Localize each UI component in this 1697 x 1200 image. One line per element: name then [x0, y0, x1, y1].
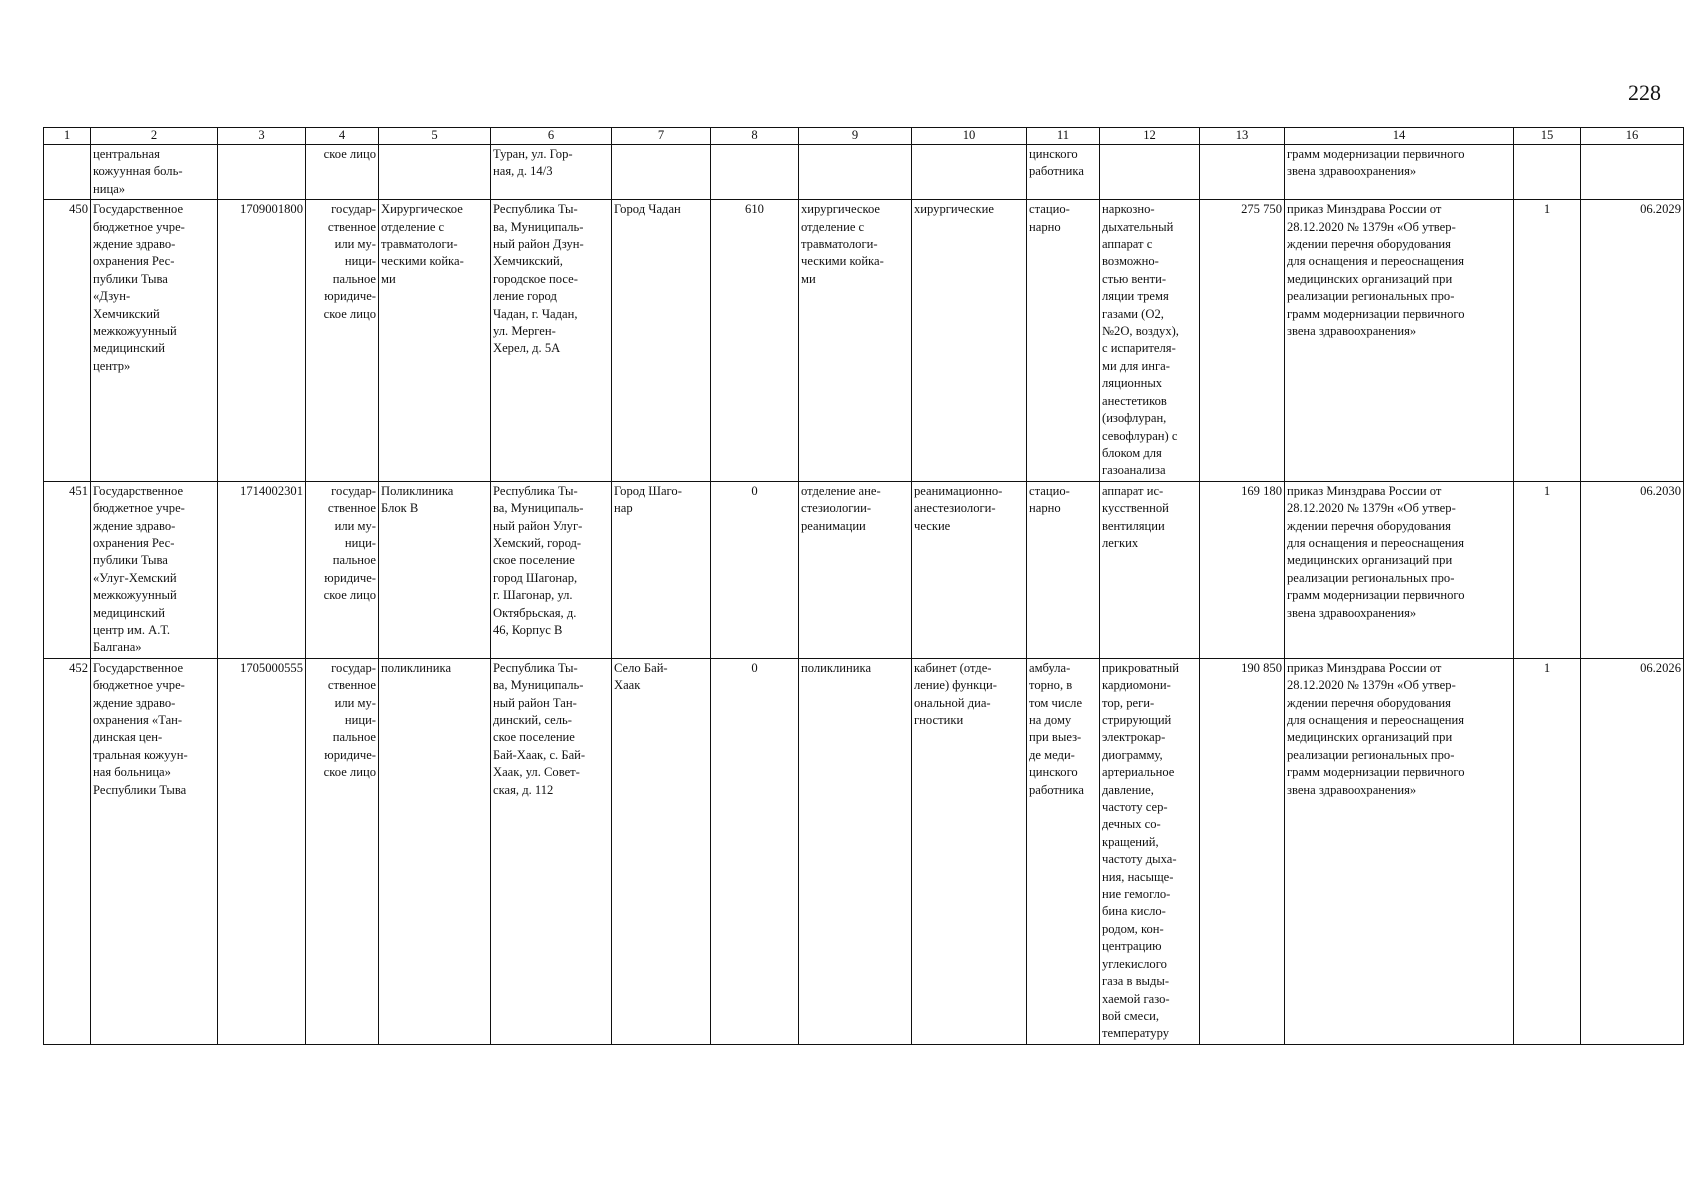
department-cell: хирургическое отделение с травматологи- ческими койка- ми [799, 200, 912, 482]
department-cell [799, 145, 912, 200]
equipment-register-table [43, 127, 1684, 1045]
row-number-cell [44, 145, 91, 200]
column-number-header-row [44, 128, 1684, 145]
count-cell [711, 145, 799, 200]
unit-cell: поликлиника [379, 658, 491, 1044]
department-cell: отделение ане- стезиологии- реанимации [799, 481, 912, 658]
row-number-cell: 451 [44, 481, 91, 658]
col-header: 10 [912, 128, 1027, 145]
col-header: 4 [306, 128, 379, 145]
quantity-cell: 1 [1514, 481, 1581, 658]
care-form-cell: цинского работника [1027, 145, 1100, 200]
address-cell: Республика Ты- ва, Муниципаль- ный район Тан- динский, сель- ское поселение Бай-Хаак, с. Бай- Хаак, ул. Совет- ская, д. 112 [491, 658, 612, 1044]
locality-cell: Село Бай- Хаак [612, 658, 711, 1044]
unit-cell [379, 145, 491, 200]
unit-cell: Поликлиника Блок В [379, 481, 491, 658]
col-header: 8 [711, 128, 799, 145]
inn-cell: 1705000555 [218, 658, 306, 1044]
inn-cell: 1709001800 [218, 200, 306, 482]
price-cell: 169 180 [1200, 481, 1285, 658]
col-header: 15 [1514, 128, 1581, 145]
date-cell: 06.2030 [1581, 481, 1684, 658]
institution-cell: центральная кожуунная боль- ница» [91, 145, 218, 200]
inn-cell [218, 145, 306, 200]
col-header: 11 [1027, 128, 1100, 145]
locality-cell [612, 145, 711, 200]
legal-form-cell: государ- ственное или му- ници- пальное юридиче- ское лицо [306, 200, 379, 482]
institution-cell: Государственное бюджетное учре- ждение здраво- охранения Рес- публики Тыва «Улуг-Хемский межкожуунный медицинский центр им. А.Т. Балгана» [91, 481, 218, 658]
row-number-cell: 452 [44, 658, 91, 1044]
care-form-cell: стацио- нарно [1027, 200, 1100, 482]
row-number-cell: 450 [44, 200, 91, 482]
count-cell: 0 [711, 481, 799, 658]
page-number: 228 [1628, 80, 1661, 105]
institution-cell: Государственное бюджетное учре- ждение здраво- охранения «Тан- динская цен- тральная кожуун- ная больница» Республики Тыва [91, 658, 218, 1044]
profile-cell: кабинет (отде- ление) функци- ональной диа- гностики [912, 658, 1027, 1044]
address-cell: Республика Ты- ва, Муниципаль- ный район Дзун- Хемчикский, городское посе- ление город Чадан, г. Чадан, ул. Мерген- Херел, д. 5А [491, 200, 612, 482]
inn-cell: 1714002301 [218, 481, 306, 658]
col-header: 9 [799, 128, 912, 145]
date-cell: 06.2029 [1581, 200, 1684, 482]
care-form-cell: амбула- торно, в том числе на дому при выез- де меди- цинского работника [1027, 658, 1100, 1044]
unit-cell: Хирургическое отделение с травматологи- ческими койка- ми [379, 200, 491, 482]
date-cell [1581, 145, 1684, 200]
col-header: 14 [1285, 128, 1514, 145]
basis-cell: приказ Минздрава России от 28.12.2020 № 1379н «Об утвер- ждении перечня оборудования для оснащения и переоснащения медицинских организаций при реализации региональных про- грамм модернизации первичного звена здравоохранения» [1285, 658, 1514, 1044]
table-row [44, 200, 1684, 482]
basis-cell: приказ Минздрава России от 28.12.2020 № 1379н «Об утвер- ждении перечня оборудования для оснащения и переоснащения медицинских организаций при реализации региональных про- грамм модернизации первичного звена здравоохранения» [1285, 200, 1514, 482]
quantity-cell: 1 [1514, 658, 1581, 1044]
date-cell: 06.2026 [1581, 658, 1684, 1044]
col-header: 12 [1100, 128, 1200, 145]
count-cell: 0 [711, 658, 799, 1044]
col-header: 2 [91, 128, 218, 145]
count-cell: 610 [711, 200, 799, 482]
col-header: 6 [491, 128, 612, 145]
legal-form-cell: ское лицо [306, 145, 379, 200]
col-header: 7 [612, 128, 711, 145]
table-row-continuation [44, 145, 1684, 200]
department-cell: поликлиника [799, 658, 912, 1044]
col-header: 13 [1200, 128, 1285, 145]
address-cell: Республика Ты- ва, Муниципаль- ный район Улуг- Хемский, город- ское поселение город Шагонар, г. Шагонар, ул. Октябрьская, д. 46, Корпус В [491, 481, 612, 658]
profile-cell: реанимационно- анестезиологи- ческие [912, 481, 1027, 658]
care-form-cell: стацио- нарно [1027, 481, 1100, 658]
price-cell [1200, 145, 1285, 200]
col-header: 5 [379, 128, 491, 145]
profile-cell [912, 145, 1027, 200]
basis-cell: грамм модернизации первичного звена здравоохранения» [1285, 145, 1514, 200]
equipment-cell: прикроватный кардиомони- тор, реги- стрирующий электрокар- диограмму, артериальное давление, частоту сер- дечных со- кращений, частоту дыха- ния, насыще- ние гемогло- бина кисло- родом, кон- центрацию углекислого газа в выды- хаемой газо- вой смеси, температуру [1100, 658, 1200, 1044]
quantity-cell: 1 [1514, 200, 1581, 482]
basis-cell: приказ Минздрава России от 28.12.2020 № 1379н «Об утвер- ждении перечня оборудования для оснащения и переоснащения медицинских организаций при реализации региональных про- грамм модернизации первичного звена здравоохранения» [1285, 481, 1514, 658]
equipment-cell: наркозно- дыхательный аппарат с возможно- стью венти- ляции тремя газами (О2, №2О, воздух), с испарителя- ми для инга- ляционных анестетиков (изофлуран, севофлуран) с блоком для газоанализа [1100, 200, 1200, 482]
profile-cell: хирургические [912, 200, 1027, 482]
table-row [44, 658, 1684, 1044]
institution-cell: Государственное бюджетное учре- ждение здраво- охранения Рес- публики Тыва «Дзун- Хемчикский межкожуунный медицинский центр» [91, 200, 218, 482]
locality-cell: Город Шаго- нар [612, 481, 711, 658]
price-cell: 275 750 [1200, 200, 1285, 482]
address-cell: Туран, ул. Гор- ная, д. 14/3 [491, 145, 612, 200]
price-cell: 190 850 [1200, 658, 1285, 1044]
quantity-cell [1514, 145, 1581, 200]
legal-form-cell: государ- ственное или му- ници- пальное юридиче- ское лицо [306, 658, 379, 1044]
table-row [44, 481, 1684, 658]
equipment-cell: аппарат ис- кусственной вентиляции легких [1100, 481, 1200, 658]
col-header: 16 [1581, 128, 1684, 145]
col-header: 1 [44, 128, 91, 145]
locality-cell: Город Чадан [612, 200, 711, 482]
col-header: 3 [218, 128, 306, 145]
equipment-cell [1100, 145, 1200, 200]
legal-form-cell: государ- ственное или му- ници- пальное юридиче- ское лицо [306, 481, 379, 658]
